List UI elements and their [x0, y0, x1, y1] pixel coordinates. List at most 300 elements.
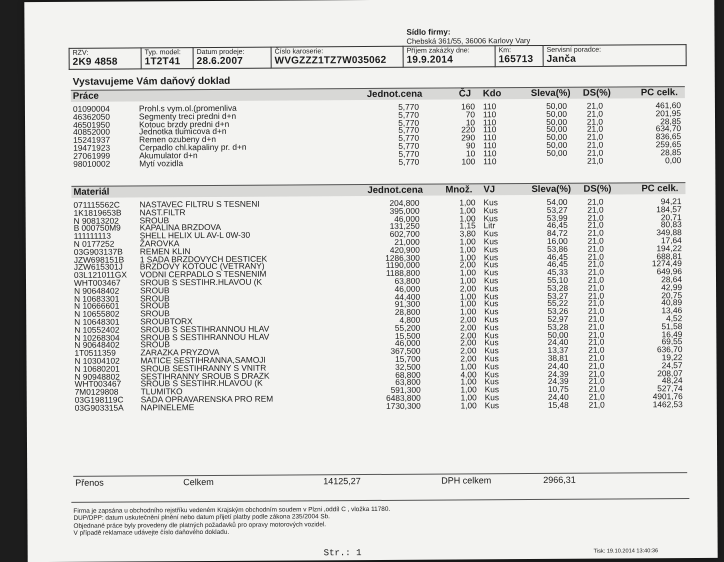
table-cell: REMEN KLIN: [139, 245, 191, 257]
labor-heading: Práce: [72, 90, 99, 102]
table-cell: Kus: [484, 392, 500, 403]
table-cell: 1,00: [460, 392, 477, 403]
table-cell: SROUB: [140, 339, 170, 350]
table-cell: 46,45: [547, 259, 568, 270]
table-cell: 15,48: [547, 399, 569, 410]
table-cell: 21,0: [587, 227, 604, 238]
table-cell: 46,000: [394, 283, 421, 294]
table-cell: 1,00: [460, 400, 477, 411]
table-cell: 27061999: [73, 150, 111, 161]
table-cell: 1,00: [460, 384, 477, 395]
table-cell: 4,800: [399, 314, 421, 325]
table-cell: 688,81: [656, 250, 682, 261]
table-cell: 2,00: [460, 329, 477, 341]
table-cell: 21,0: [588, 344, 605, 355]
table-cell: 90: [465, 140, 476, 151]
table-cell: 54,00: [546, 196, 568, 207]
table-cell: 602,700: [389, 228, 420, 240]
table-cell: 24,39: [547, 368, 569, 379]
table-cell: 50,00: [546, 139, 568, 150]
footer-line: Objednané práce byly provedeny dle platných požadavků pro opravy motorových vozidel.: [73, 521, 327, 530]
table-cell: 4,00: [460, 368, 477, 379]
table-cell: WHT003467: [74, 378, 122, 390]
table-cell: 21,0: [587, 243, 604, 254]
table-cell: 21,0: [587, 196, 604, 207]
table-cell: 395,000: [389, 205, 420, 216]
table-cell: 21,0: [588, 305, 605, 316]
table-cell: NAST.FILTR: [139, 206, 186, 218]
table-cell: Kus: [483, 197, 498, 208]
table-cell: 1,00: [459, 212, 476, 224]
table-cell: Kus: [483, 275, 499, 286]
page-number: Str.: 1: [323, 548, 362, 559]
table-cell: 53,26: [547, 305, 569, 317]
table-cell: 2,00: [459, 283, 477, 294]
table-cell: 15,500: [394, 330, 421, 341]
table-cell: 1190,000: [385, 260, 420, 271]
table-cell: 5,770: [398, 148, 420, 159]
table-cell: 110: [483, 116, 497, 127]
table-cell: 204,800: [389, 197, 420, 208]
legal-footer: [73, 506, 433, 538]
table-row: [71, 156, 685, 168]
table-cell: 17,64: [660, 235, 682, 246]
table-cell: 55,10: [547, 274, 569, 285]
table-cell: 51,58: [661, 320, 683, 331]
table-cell: 24,40: [547, 391, 569, 402]
table-cell: 21,0: [587, 204, 604, 215]
labor-col-unit-price: Jednot.cena: [366, 88, 423, 101]
table-cell: Kus: [484, 314, 499, 325]
table-cell: ŽAROVKA: [139, 238, 180, 249]
table-cell: 21,0: [588, 399, 605, 410]
table-cell: 53,27: [547, 290, 569, 301]
table-cell: N 10680201: [74, 363, 120, 374]
table-cell: SROUB SESTIHRANNY S VNITR: [140, 362, 267, 374]
table-cell: N 10304102: [74, 355, 120, 366]
table-cell: 46,000: [394, 338, 421, 349]
table-cell: JZW698151B: [73, 254, 125, 265]
table-cell: Akumulator d+n: [139, 149, 198, 161]
table-cell: 24,40: [547, 360, 569, 371]
table-cell: 13,37: [547, 344, 569, 356]
table-cell: SROUB: [140, 284, 170, 296]
table-cell: VODNI CERPADLO S TESNENIM: [139, 268, 267, 280]
material-col-discount: Sleva(%): [531, 183, 572, 196]
table-cell: 10,75: [547, 383, 569, 395]
table-cell: NASTAVEC FILTRU S TESNENI: [139, 198, 260, 210]
table-cell: N 90648402: [74, 285, 120, 296]
table-cell: Kus: [484, 353, 499, 364]
table-cell: Kus: [484, 360, 499, 372]
vat-total-label: DPH celkem: [441, 475, 492, 486]
table-cell: Kotouc brzdy predni d+n: [139, 118, 230, 130]
footer-line: DUP/DPP: datum uskutečnění plnění nebo datum přijetí platby podle zákona 235/2004 Sb.: [73, 513, 330, 523]
table-cell: KAPALINA BRZDOVA: [139, 222, 222, 233]
document-title: Vystavujeme Vám daňový doklad: [72, 75, 231, 88]
header-cell-rzv: RZV: 2K9 4858: [69, 48, 141, 69]
header-cell-vin: Číslo karoserie: WVGZZZ1TZ7W035062: [271, 46, 403, 68]
table-cell: Kus: [484, 345, 499, 356]
table-cell: Kus: [484, 329, 499, 340]
table-cell: 50,00: [546, 116, 568, 127]
header-cell-model: Typ. model: 1T2T41: [141, 48, 193, 69]
table-cell: SROUB: [140, 292, 170, 303]
table-cell: 21,0: [587, 212, 604, 223]
table-cell: 2,00: [460, 314, 477, 325]
table-cell: 5,770: [398, 140, 420, 151]
table-cell: 53,28: [547, 321, 569, 332]
table-cell: 100: [461, 155, 476, 167]
table-cell: SHELL HELIX UL AV-L 0W-30: [139, 229, 251, 241]
table-cell: 52,97: [547, 313, 569, 324]
table-cell: 21,0: [587, 147, 604, 158]
table-cell: 21,0: [588, 360, 605, 371]
table-cell: 4,52: [666, 313, 683, 324]
table-cell: 634,70: [655, 123, 682, 134]
table-cell: Litr: [483, 220, 496, 231]
header-cell-order-date: Příjem zakázky dne: 19.9.2014: [403, 46, 495, 68]
table-cell: N 10666601: [74, 300, 120, 312]
table-cell: 5,770: [398, 132, 420, 144]
table-cell: 40852000: [73, 126, 111, 138]
table-cell: 21,0: [586, 139, 604, 150]
material-col-total: PC celk.: [641, 183, 679, 195]
table-cell: 649,96: [656, 266, 682, 277]
table-cell: 3,80: [459, 228, 476, 239]
table-cell: Prohl.s vym.ol.(promenliva: [138, 102, 237, 114]
table-cell: 2,00: [460, 353, 477, 364]
table-cell: Kus: [483, 259, 499, 270]
table-cell: 184,57: [656, 203, 682, 215]
table-cell: 45,33: [547, 266, 568, 278]
table-cell: 21,0: [588, 329, 605, 340]
material-col-vat: DS(%): [583, 183, 612, 195]
table-cell: 28,800: [394, 306, 421, 318]
table-cell: 21,0: [587, 274, 605, 285]
table-cell: 591,300: [390, 384, 421, 396]
material-heading: Materiál: [73, 186, 110, 198]
table-cell: SROUB: [139, 214, 170, 226]
table-cell: SROUB: [140, 300, 170, 311]
table-cell: Kus: [484, 384, 499, 395]
material-section-header: [71, 182, 685, 198]
table-cell: Kus: [484, 399, 500, 411]
table-cell: NAPINELEME: [140, 401, 195, 413]
table-cell: 1 SADA BRZDOVYCH DESTICEK: [139, 253, 268, 264]
table-cell: 63,800: [394, 275, 421, 286]
table-cell: 21,0: [588, 391, 605, 402]
table-cell: N 10648301: [74, 316, 120, 327]
table-cell: 44,400: [394, 291, 421, 302]
table-cell: 110: [483, 140, 497, 151]
table-cell: 21,0: [588, 313, 605, 324]
table-cell: 110: [483, 132, 497, 143]
table-cell: 1,00: [459, 298, 477, 309]
header-cell-km: Km: 165713: [495, 45, 543, 66]
table-cell: 111111113: [73, 230, 111, 242]
table-cell: 110: [482, 101, 497, 112]
table-cell: 131,250: [389, 221, 420, 232]
table-cell: 1188,800: [385, 267, 420, 279]
header-cell-advisor: Servisní poradce: Janča: [543, 45, 686, 67]
vehicle-header-table: [69, 44, 687, 70]
table-cell: SROUBTORX: [140, 316, 193, 327]
table-cell: 160: [461, 101, 475, 112]
table-cell: 1,00: [460, 376, 477, 387]
company-seat: [406, 27, 530, 46]
labor-col-cj: ČJ: [458, 88, 472, 100]
table-cell: 28,85: [660, 115, 682, 126]
table-cell: 20,75: [661, 289, 683, 300]
carry-over-label: Přenos: [75, 477, 104, 488]
table-cell: 1,00: [459, 197, 476, 208]
table-cell: 46,45: [547, 251, 568, 262]
table-cell: 2,00: [459, 259, 476, 270]
table-cell: 24,57: [661, 359, 683, 370]
table-cell: 1462,53: [652, 398, 683, 409]
table-cell: 208,07: [657, 367, 683, 378]
table-cell: 38,81: [547, 352, 569, 363]
table-cell: 24,39: [547, 376, 569, 387]
table-cell: 290: [461, 132, 476, 143]
table-cell: Kus: [484, 282, 499, 294]
table-cell: 21,0: [587, 282, 605, 293]
print-timestamp: Tisk: 19.10.2014 13:40:36: [593, 548, 659, 555]
footer-line: V případě reklamace udávejte číslo daňového dokladu.: [73, 529, 230, 538]
table-cell: ZARAZKA PRYZOVA: [140, 347, 220, 358]
table-cell: 53,28: [547, 282, 569, 293]
table-cell: 4901,76: [652, 391, 683, 402]
labor-section-header: [71, 86, 685, 102]
table-cell: 21,0: [588, 321, 605, 332]
table-cell: Kus: [484, 376, 499, 387]
table-cell: 53,99: [546, 212, 568, 223]
table-cell: 1,00: [459, 275, 477, 286]
material-col-unit: VJ: [483, 184, 496, 196]
table-cell: Jednotka tlumicova d+n: [139, 126, 227, 137]
table-cell: N 90948802: [74, 371, 120, 382]
table-cell: 21,0: [587, 155, 604, 166]
table-cell: N 10683301: [74, 293, 120, 304]
table-cell: BRZDOVY KOTOUC (VETRANY): [139, 261, 265, 272]
table-cell: 5,770: [398, 156, 420, 167]
table-cell: Kus: [484, 298, 499, 309]
table-cell: 50,00: [546, 108, 568, 119]
table-cell: 1K1819653B: [73, 207, 122, 218]
table-cell: 1T0511359: [74, 347, 116, 358]
table-cell: 1,00: [459, 267, 476, 278]
table-cell: 13,46: [661, 305, 683, 316]
labor-col-total: PC celk.: [640, 87, 678, 99]
table-cell: B 000750M9: [73, 222, 121, 234]
table-cell: WHT003467: [73, 277, 121, 288]
table-cell: Kus: [483, 251, 499, 262]
invoice-page: [24, 0, 717, 562]
table-cell: 21,0: [586, 108, 604, 119]
table-cell: 110: [483, 155, 497, 166]
table-cell: 21,0: [588, 352, 605, 363]
table-cell: 21,0: [587, 251, 604, 262]
seat-address: Chebská 361/55, 36006 Karlovy Vary: [406, 36, 531, 46]
table-cell: Mytí vozidla: [139, 157, 184, 168]
table-cell: 1,00: [460, 361, 477, 372]
table-cell: 46,000: [394, 213, 420, 224]
table-cell: SESTIHRANNY SROUB S DRAZK: [140, 370, 270, 381]
table-cell: 367,500: [390, 345, 421, 357]
table-cell: 50,00: [546, 131, 568, 143]
table-cell: 194,22: [656, 242, 682, 254]
footer-line: Firma je zapsána u obchodního rejstříku vedeném Krajským obchodním soudem v Plzni ,oddíl C , vložka 11780.: [73, 505, 391, 515]
table-cell: Kus: [484, 368, 499, 379]
labor-rows: [71, 101, 685, 167]
table-cell: 110: [483, 148, 497, 159]
table-cell: 03G198119C: [74, 394, 124, 405]
table-cell: 2,00: [460, 345, 477, 356]
table-cell: 527,74: [657, 383, 683, 394]
table-cell: 21,0: [588, 375, 605, 387]
table-cell: 48,24: [661, 375, 683, 386]
table-cell: Kus: [483, 205, 498, 216]
table-cell: 94,21: [660, 196, 682, 207]
table-cell: 63,800: [395, 377, 421, 388]
table-cell: 50,00: [546, 100, 567, 111]
table-cell: 03G903137B: [73, 246, 123, 257]
table-cell: 01090004: [72, 103, 110, 114]
table-cell: 5,770: [398, 125, 420, 136]
table-cell: 420,900: [389, 244, 420, 255]
table-cell: 46362050: [72, 111, 110, 122]
table-cell: Kus: [483, 236, 499, 247]
table-cell: 220: [461, 124, 476, 135]
vat-total-value: 2966,31: [543, 474, 576, 485]
table-cell: Kus: [484, 337, 499, 348]
table-cell: 21,0: [587, 219, 604, 231]
table-cell: 28,85: [660, 146, 682, 158]
table-cell: 1730,300: [386, 400, 421, 411]
table-cell: Kus: [483, 228, 499, 239]
table-cell: 10: [465, 148, 476, 159]
table-cell: 50,00: [546, 124, 568, 135]
table-cell: Cerpadlo chl.kapaliny pr. d+n: [139, 141, 247, 153]
table-cell: SROUB S SESTIHR.HLAVOU (K: [140, 377, 263, 389]
table-cell: Kus: [484, 321, 499, 333]
summary-row: [73, 472, 687, 488]
material-col-unit-price: Jednot.cena: [367, 184, 423, 197]
table-cell: 0,00: [665, 154, 682, 165]
table-cell: 21,0: [587, 297, 605, 309]
table-cell: 16,49: [661, 328, 683, 339]
table-cell: 53,27: [546, 204, 568, 215]
table-cell: N 90648402: [74, 339, 120, 351]
table-cell: 15,700: [395, 353, 421, 364]
table-cell: SROUB: [140, 308, 170, 319]
table-cell: Kus: [483, 267, 499, 278]
table-cell: 55,22: [547, 298, 569, 309]
table-cell: Kus: [484, 306, 499, 317]
table-cell: 1,00: [459, 290, 477, 302]
table-cell: 21,0: [586, 123, 604, 135]
table-cell: 19471923: [73, 142, 111, 153]
table-cell: JZW615301J: [73, 261, 123, 273]
table-cell: 2,00: [460, 337, 477, 348]
table-cell: 21,0: [586, 100, 603, 111]
table-cell: 1286,300: [385, 252, 420, 263]
table-cell: 21,0: [587, 266, 604, 277]
table-cell: 50,00: [546, 147, 568, 158]
table-cell: 461,60: [655, 100, 681, 111]
total-label: Celkem: [183, 476, 214, 488]
table-cell: 1,00: [459, 244, 476, 255]
table-cell: 349,88: [656, 227, 682, 238]
table-cell: N 10268304: [74, 332, 120, 343]
table-cell: 55,200: [394, 322, 421, 333]
table-cell: 21,0: [587, 290, 605, 301]
table-cell: Kus: [483, 244, 499, 255]
table-cell: MATICE SESTIHRANNA,SAMOJI: [140, 354, 266, 366]
table-cell: 70: [465, 109, 476, 120]
table-cell: 836,65: [655, 131, 682, 142]
table-cell: 21,0: [588, 383, 605, 394]
table-cell: 21,0: [588, 368, 605, 379]
seat-label: Sídlo firmy:: [406, 27, 451, 37]
table-cell: SADA OPRAVARENSKA PRO REM: [140, 393, 274, 405]
table-cell: 2,00: [460, 322, 477, 333]
table-cell: 50,00: [547, 329, 569, 340]
table-cell: 84,72: [546, 227, 568, 239]
table-cell: 68,800: [395, 369, 421, 380]
table-cell: 5,770: [398, 109, 420, 120]
table-cell: 1,00: [459, 236, 476, 247]
table-cell: TLUMITKO: [140, 386, 183, 397]
table-cell: SROUB S SESTIHR.HLAVOU (K: [139, 276, 263, 288]
table-cell: 10: [465, 116, 476, 128]
table-cell: 1,00: [460, 306, 477, 317]
table-cell: 201,95: [655, 107, 682, 119]
labor-col-vat: DS(%): [582, 87, 611, 99]
table-cell: 98010002: [73, 158, 111, 169]
table-cell: 1274,49: [651, 258, 682, 269]
labor-col-discount: Sleva(%): [530, 87, 571, 100]
table-cell: 071115562C: [73, 199, 120, 210]
material-col-qty: Množ.: [445, 184, 473, 196]
table-cell: N 90813202: [73, 215, 119, 226]
table-cell: N 10655802: [74, 308, 120, 319]
table-cell: 21,0: [587, 258, 604, 270]
table-cell: 21,0: [586, 131, 604, 142]
table-cell: 1,00: [459, 205, 476, 216]
table-cell: 40,89: [661, 297, 683, 308]
table-cell: 69,55: [661, 336, 683, 347]
table-cell: 16,00: [546, 235, 568, 246]
table-cell: N 10552402: [74, 324, 120, 335]
table-cell: 1,15: [459, 220, 476, 231]
table-cell: Kus: [484, 290, 499, 301]
table-cell: 32,500: [395, 361, 421, 372]
table-cell: 53,86: [547, 243, 568, 254]
total-value: 14125,27: [323, 476, 361, 487]
table-cell: 6483,800: [386, 392, 421, 403]
table-cell: 21,0: [588, 336, 605, 348]
table-cell: 5,770: [398, 101, 419, 112]
table-cell: 5,770: [398, 117, 420, 128]
table-cell: 28,64: [661, 274, 683, 285]
footer-divider: [71, 498, 689, 503]
table-cell: Remen ozubeny d+n: [139, 134, 216, 145]
labor-col-who: Kdo: [482, 88, 502, 100]
table-cell: 15241937: [73, 134, 111, 146]
table-cell: N 0177252: [73, 238, 115, 249]
